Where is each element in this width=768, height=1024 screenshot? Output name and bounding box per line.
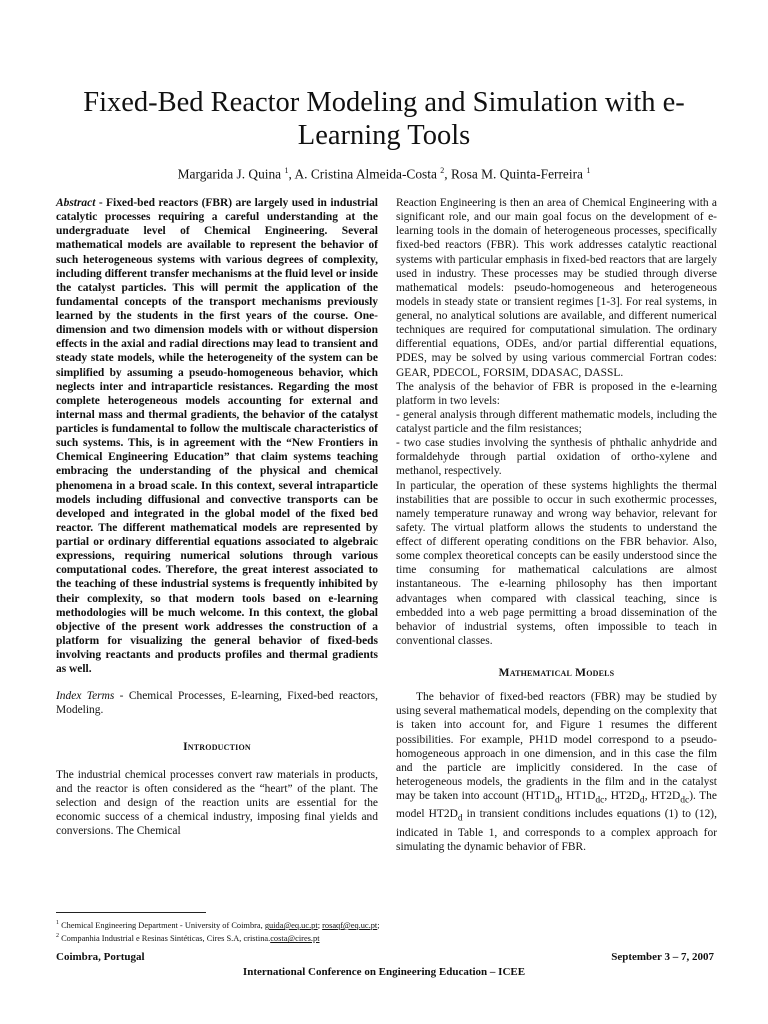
mathematical-models-heading: Mathematical Models (498, 667, 615, 679)
footnote-text: Companhia Industrial e Resinas Sintéticas, Cires S.A, cristina. (59, 934, 271, 943)
author-name: A. Cristina Almeida-Costa (294, 166, 437, 182)
text-run: , HT1D (559, 790, 596, 802)
introduction-heading: Introduction (183, 740, 251, 753)
footnote-text: ; (377, 920, 380, 930)
email-link[interactable]: costa@cires.pt (270, 934, 320, 943)
footnote-text: Chemical Engineering Department - University of Coimbra, (59, 920, 265, 930)
text-run: , HT2D (604, 790, 640, 802)
author-list (40, 163, 728, 182)
footer-location: Coimbra, Portugal (56, 951, 145, 963)
body-paragraph: Reaction Engineering is then an area of Chemical Engineering with a significant role, and our main goal focus on the development of e-learning tools in the domain of heterogeneous processes, specifically fixed-bed reactors (FBR). This work addresses catalytic reactional systems with particular emphasis in fixed-bed reactors that are largely used in industry. These processes may be studied through diverse mathematical models: pseudo-homogeneous and heterogeneous models in steady state or transient regimes [1-3]. For real systems, in general, no analytical solutions are available, and different numerical techniques are required for computational simulation. The ordinary differential equations, ODEs, and/or partial differential equations, PDES, may be solved by using various commercial Fortran codes: GEAR, PDECOL, FORSIM, DDASAC, DASSL. (396, 197, 717, 379)
mathematical-models-text (396, 690, 717, 854)
paper-title: Fixed-Bed Reactor Modeling and Simulation with e-Learning Tools (83, 87, 685, 151)
author-affiliation-mark: 1 (586, 166, 591, 175)
subscript: d (639, 794, 645, 806)
text-run: ). The model HT2D (396, 790, 717, 821)
index-terms-text: - Chemical Processes, E-learning, Fixed-bed reactors, Modeling. (56, 690, 378, 717)
footnote (56, 931, 716, 944)
subscript: d (555, 794, 560, 806)
email-link[interactable]: guida@eq.uc.pt (264, 920, 318, 930)
footnote-divider (56, 912, 206, 913)
author-affiliation-mark: 1 (284, 166, 289, 175)
left-column (56, 196, 378, 838)
author-name: Rosa M. Quinta-Ferreira (450, 166, 583, 182)
subscript: dc (595, 794, 605, 806)
author-separator: , (444, 166, 451, 182)
footnote-mark: 2 (56, 933, 59, 940)
author-name: Margarida J. Quina (177, 166, 282, 182)
footnote-text: ; (317, 920, 323, 930)
introduction-text: The industrial chemical processes convert raw materials in products, and the reactor is often considered as the “heart” of the plant. The selection and design of the reaction units are essential for the economic success of a chemical industry, imposing final yields and conversions. The Chemical (56, 768, 378, 838)
abstract-text: - Fixed-bed reactors (FBR) are largely used in industrial catalytic processes requiring a careful understanding at the undergraduate level of Chemical Engineering. Several mathematical models are available to represent the behavior of such heterogeneous systems with various degrees of complexity, including different transfer mechanisms at the fluid level or inside the catalyst particles. This will permit the application of the fundamental concepts of the transport mechanisms previously learned by the students in the first years of the course. One-dimension and two dimension models with or without dispersion effects in the axial and radial directions may lead to transient and steady state models, while the heterogeneity of the system can be simplified by assuming a pseudo-homogeneous behavior, which neglects inter and intraparticle resistances. Regarding the most complete heterogeneous models accounting for external and internal mass and thermal gradients, the behavior of the catalyst particles is fundamental to follow the multiscale characteristics of such systems. This, is in agreement with the “New Frontiers in Chemical Engineering Education” that claim systems teaching embracing the understanding of the physical and chemical phenomena in a broad scale. In this context, several intraparticle models including diffusional and convective transports can be developed and integrated in the global model of the fixed bed reactor. The different mathematical models are represented by partial or ordinary differential equations associated to algebraic expressions, requiring numerical solutions through various computational codes. Therefore, the great interest associated to the teaching of these industrial systems is frequently inhibited by their complexity, so that modern tools based on e-learning methodologies will be much welcome. In this context, the global objective of the present work addresses the construction of a platform for visualizing the general behavior of fixed-beds involving reactants and products profiles and thermal gradients as well. (56, 197, 378, 676)
subscript: d (457, 812, 463, 824)
footer-conference: International Conference on Engineering Education – ICEE (242, 966, 526, 978)
footnote (56, 918, 716, 931)
right-column (396, 196, 717, 854)
abstract-label: Abstract (56, 197, 96, 209)
footer-date: September 3 – 7, 2007 (611, 951, 714, 963)
text-run: , HT2D (644, 790, 681, 802)
body-paragraph: In particular, the operation of these systems highlights the thermal instabilities that are possible to occur in such exothermic processes, namely temperature runaway and wrong way behavior, relevant for safety. The virtual platform allows the students to understand the effect of different operating conditions on the FBR behavior. Also, some complex theoretical concepts can be easily understood since the time consuming for mathematical calculations are almost instantaneous. The e-learning philosophy has then important advantages when compared with classical teaching, since is embedded into a web page permitting a broad dissemination of the behavior of industrial systems, often impossible to teach in conventional classes. (396, 479, 717, 647)
index-terms (56, 689, 378, 717)
body-paragraph: The analysis of the behavior of FBR is proposed in the e-learning platform in two levels: (396, 380, 717, 407)
subscript: dc (680, 794, 690, 806)
email-link[interactable]: rosaqf@eq.uc.pt (322, 920, 378, 930)
body-list-item: - general analysis through different mathematic models, including the catalyst particle and the film resistances; (396, 408, 717, 435)
footnotes (56, 918, 716, 944)
abstract (56, 196, 378, 676)
index-terms-label: Index Terms (56, 690, 115, 703)
author-separator: , (288, 166, 295, 182)
author-affiliation-mark: 2 (440, 166, 445, 175)
footnote-mark: 1 (56, 920, 59, 926)
text-run: in transient conditions includes equations (1) to (12), indicated in Table 1, and corresponds to a complex approach for simulating the dynamic behavior of FBR. (396, 808, 717, 853)
body-list-item: - two case studies involving the synthesis of phthalic anhydride and formaldehyde through partial oxidation of ortho-xylene and methanol, respectively. (396, 437, 717, 478)
text-run: The behavior of fixed-bed reactors (FBR) may be studied by using several mathematical models, depending on the complexity that is taken into account for, and Figure 1 resumes the different possibilities. For example, PH1D model correspond to a pseudo-homogeneous approach in one dimension, and in this case the film and the particle are implicitly considered. In the case of heterogeneous models, the gradients in the film and in the catalyst may be taken into account (HT1D (396, 691, 717, 802)
